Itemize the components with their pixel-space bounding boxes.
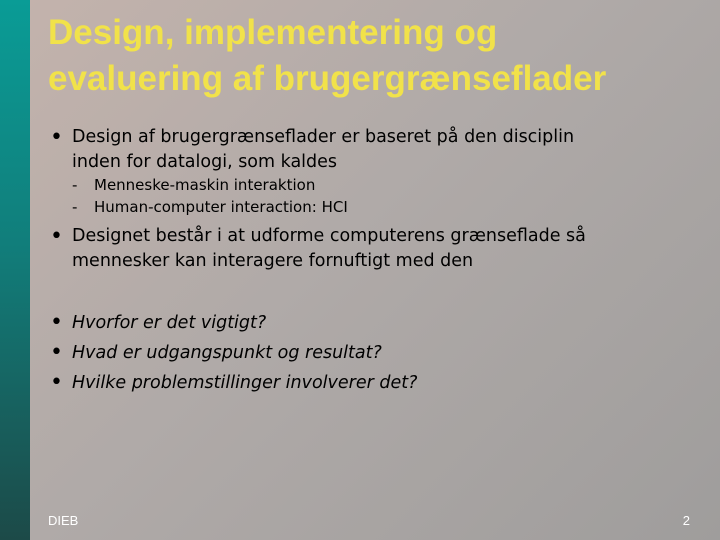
slide-title-line1: Design, implementering og	[48, 13, 498, 52]
sub-bullet-text: Human-computer interaction: HCI	[94, 198, 348, 216]
left-accent-bar	[0, 0, 30, 540]
dash-icon: -	[72, 198, 78, 216]
page-number: 2	[682, 513, 690, 528]
sub-bullet-item	[50, 196, 700, 218]
bullet-dot-icon: •	[50, 370, 63, 395]
question-text: Hvilke problemstillinger involverer det?	[72, 373, 418, 393]
sub-bullet-item	[50, 174, 700, 196]
dash-icon: -	[72, 176, 78, 194]
bullet-text-line: mennesker kan interagere fornuftigt med den	[72, 251, 474, 271]
bullet-text-line: Designet består i at udforme computerens grænseflade så	[72, 226, 586, 246]
slide-title	[48, 10, 708, 102]
bullet-dot-icon: •	[50, 340, 63, 365]
slide-title-line2: evaluering af brugergrænseflader	[48, 59, 607, 98]
bullet-dot-icon: •	[50, 125, 63, 150]
question-item	[50, 368, 700, 398]
question-text: Hvad er udgangspunkt og resultat?	[72, 343, 382, 363]
bullet-dot-icon: •	[50, 310, 63, 335]
footer-label: DIEB	[48, 513, 79, 528]
question-item	[50, 308, 700, 338]
bullet-dot-icon: •	[50, 224, 63, 249]
question-text: Hvorfor er det vigtigt?	[72, 313, 267, 333]
bullet-text-line: Design af brugergrænseflader er baseret på den disciplin	[72, 127, 575, 147]
slide-content	[50, 125, 700, 398]
sub-bullet-text: Menneske-maskin interaktion	[94, 176, 316, 194]
bullet-text-line: inden for datalogi, som kaldes	[72, 152, 338, 172]
question-item	[50, 338, 700, 368]
bullet-item	[50, 224, 700, 274]
bullet-item	[50, 125, 700, 175]
